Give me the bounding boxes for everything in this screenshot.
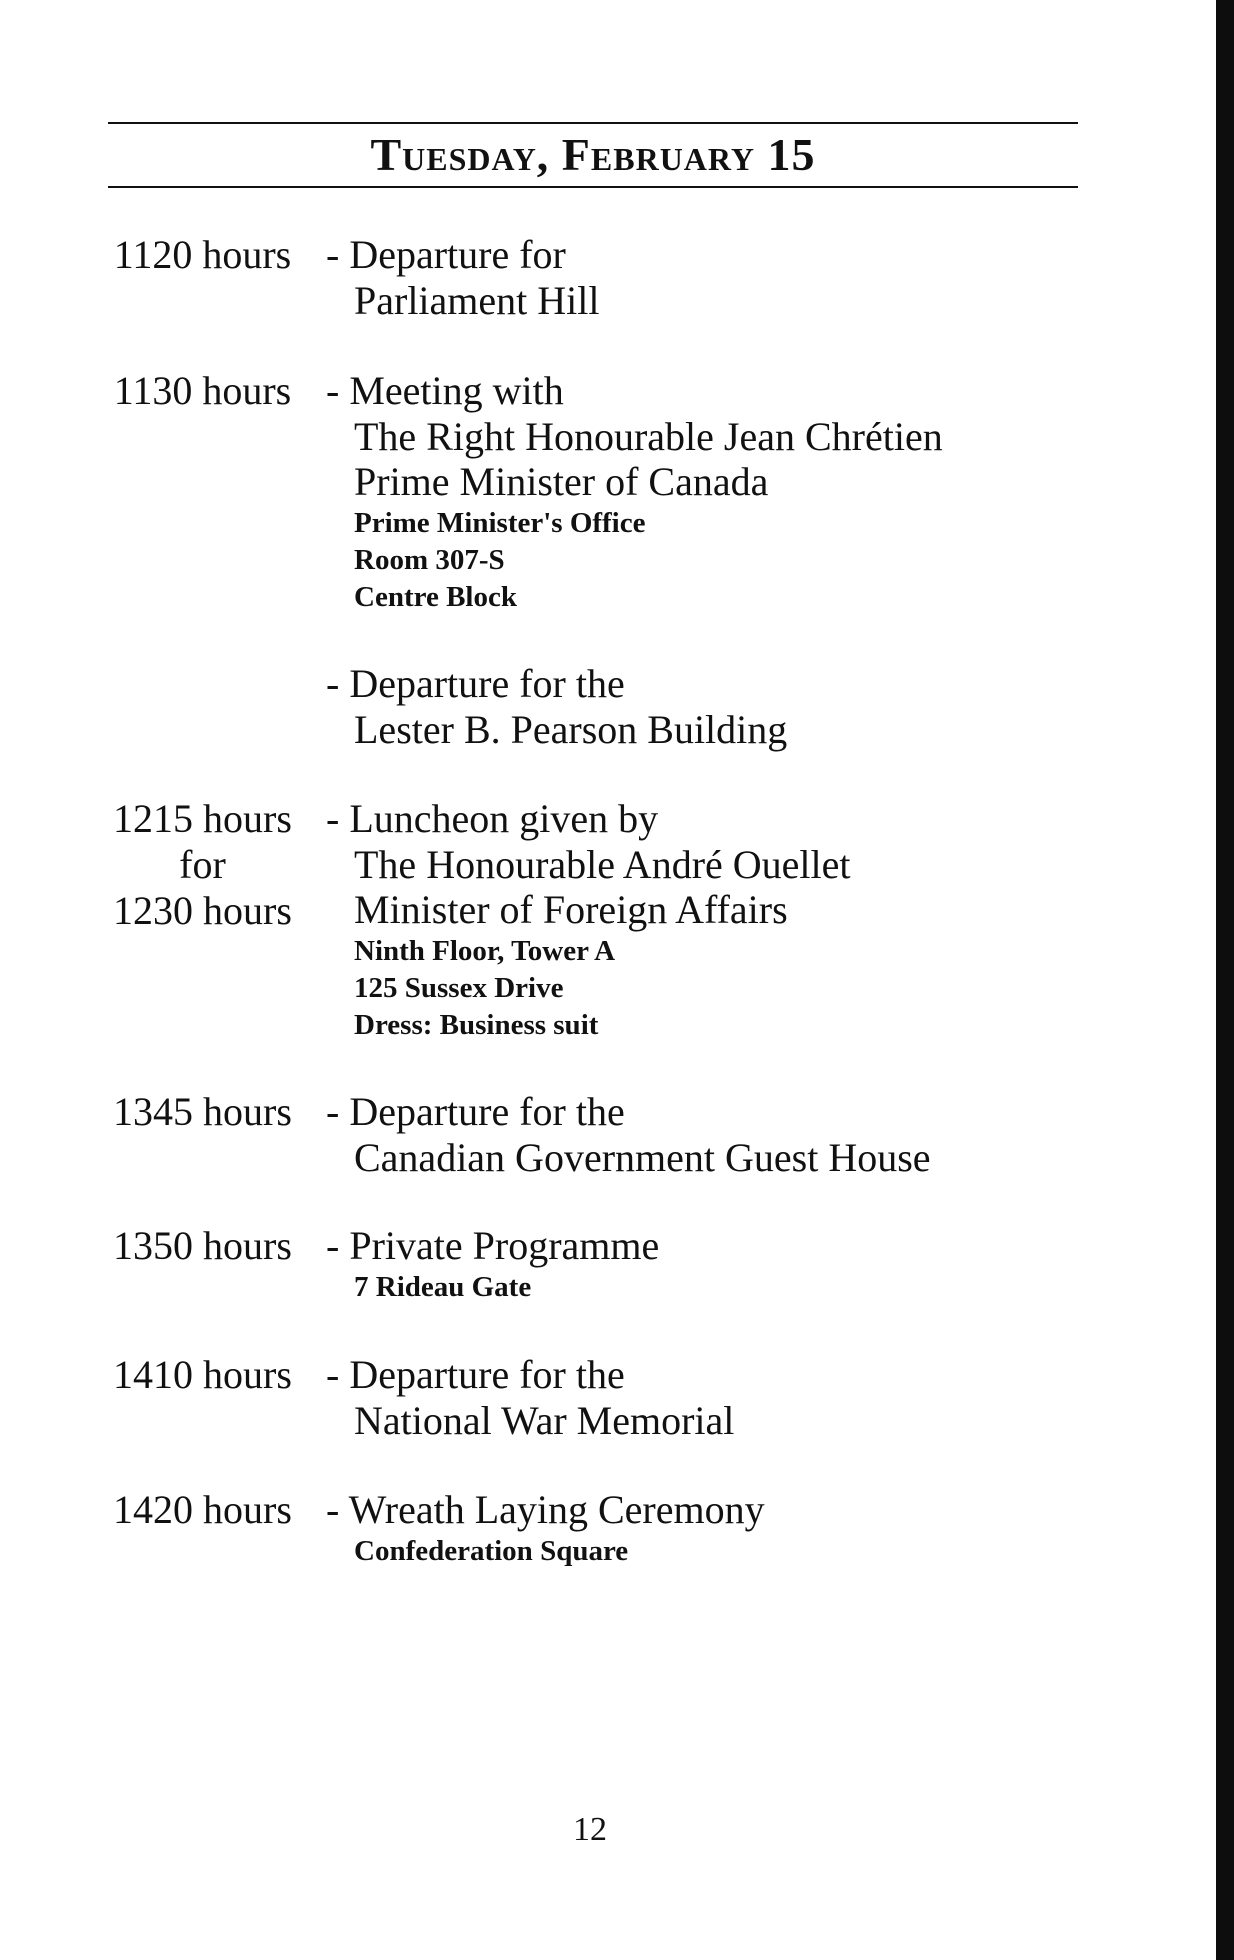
schedule-entry [326,1223,1056,1306]
time-line: 1420 hours [113,1487,292,1532]
entry-line: Minister of Foreign Affairs [354,887,788,932]
schedule-entry [326,368,1056,616]
entry-detail: Confederation Square [354,1534,629,1567]
entry-line: - Departure for the [326,1352,625,1397]
schedule-entry [326,661,1056,752]
entry-line: - Wreath Laying Ceremony [326,1487,765,1532]
schedule-entry [326,796,1056,1044]
header-bottom-rule [108,186,1078,188]
schedule-entry [326,1089,1056,1180]
schedule-entry [326,1487,1056,1570]
entry-line: Prime Minister of Canada [354,459,769,504]
time-line: 1230 hours [113,888,292,933]
entry-detail: Dress: Business suit [354,1008,599,1041]
time-line: 1345 hours [113,1089,292,1134]
time-line: 1120 hours [113,232,292,277]
entry-detail: 7 Rideau Gate [354,1270,532,1303]
entry-line: - Departure for the [326,1089,625,1134]
entry-detail: Room 307-S [354,543,505,576]
entry-line: The Honourable André Ouellet [354,841,851,887]
entry-line: National War Memorial [354,1397,735,1443]
entry-line: - Meeting with [326,368,564,413]
entry-line: - Departure for the [326,661,625,706]
entry-line: Lester B. Pearson Building [354,706,788,752]
entry-time [100,1352,305,1398]
page-number: 12 [573,1811,607,1848]
entry-line: Canadian Government Guest House [354,1134,931,1180]
entry-detail: Prime Minister's Office [354,506,646,539]
entry-detail: Centre Block [354,580,517,613]
entry-line: - Luncheon given by [326,796,659,841]
time-line: 1215 hours [113,796,292,841]
entry-line: - Departure for [326,232,566,277]
entry-line: Parliament Hill [354,277,600,323]
schedule-entry [326,1352,1056,1443]
entry-time [100,1223,305,1269]
entry-time [100,368,305,414]
entry-detail: Ninth Floor, Tower A [354,934,616,967]
entry-line: The Right Honourable Jean Chrétien [354,413,943,459]
entry-time [100,1089,305,1135]
time-line: for [179,842,226,887]
time-line: 1130 hours [113,368,292,413]
entry-time [100,1487,305,1533]
entry-line: - Private Programme [326,1223,660,1268]
page-title: Tuesday, February 15 [370,129,816,180]
entry-time [100,796,305,934]
scan-edge-bar [1216,0,1234,1960]
header-top-rule [108,122,1078,124]
time-line: 1350 hours [113,1223,292,1268]
entry-time [100,232,305,278]
entry-detail: 125 Sussex Drive [354,971,564,1004]
time-line: 1410 hours [113,1352,292,1397]
schedule-entry [326,232,1056,323]
